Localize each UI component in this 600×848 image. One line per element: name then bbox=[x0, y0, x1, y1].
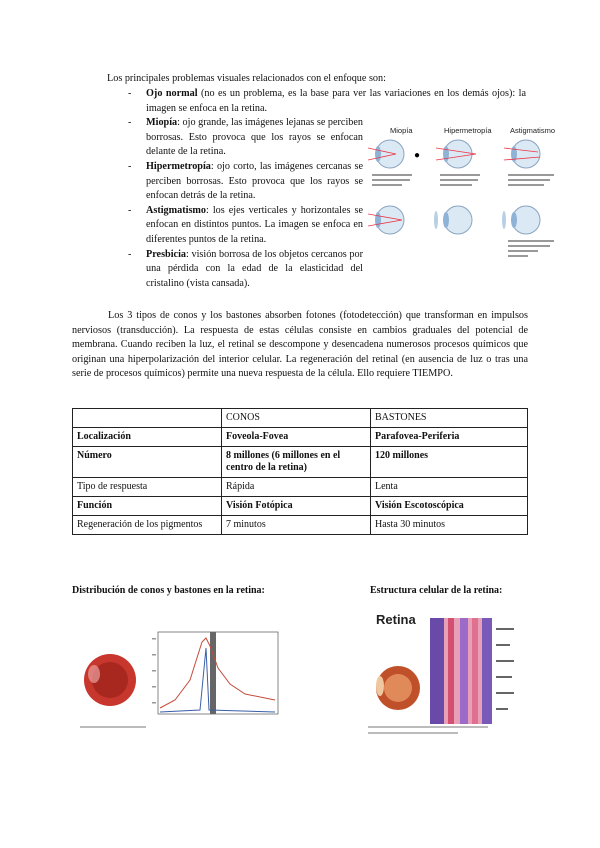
term: Astigmatismo bbox=[146, 204, 206, 216]
eye-illustration bbox=[80, 654, 146, 728]
figure-header-astigmatismo: Astigmatismo bbox=[510, 126, 556, 135]
table-cell: 7 minutos bbox=[222, 516, 371, 535]
term-desc: (no es un problema, es la base para ver las variaciones en los demás ojos): la imagen se enfoca en la retina. bbox=[146, 88, 526, 114]
table-cell: 120 millones bbox=[371, 447, 528, 478]
table-row bbox=[73, 447, 528, 478]
figure-fine-print bbox=[372, 174, 554, 186]
eye-diagram bbox=[504, 140, 540, 168]
blind-spot-bar bbox=[210, 632, 216, 714]
table-cell: Tipo de respuesta bbox=[73, 478, 222, 497]
list-item: - Miopía: ojo grande, las imágenes lejanas se perciben borrosas. Esto provoca que los rayos se enfocan delante de la retina. bbox=[128, 117, 363, 158]
intro-text: Los principales problemas visuales relacionados con el enfoque son: bbox=[107, 73, 386, 84]
retina-structure-figure bbox=[368, 608, 518, 742]
eye-diagram bbox=[434, 206, 472, 234]
table-cell: Número bbox=[73, 447, 222, 478]
figure-header-miopia: Miopía bbox=[390, 126, 413, 135]
table-cell: Función bbox=[73, 497, 222, 516]
list-item: - Hipermetropía: ojo corto, las imágenes cercanas se perciben borrosas. Esto provoca que los rayos se enfocan detrás de la retina. bbox=[128, 160, 363, 202]
table-cell: Lenta bbox=[371, 478, 528, 497]
table-cell: Visión Fotópica bbox=[222, 497, 371, 516]
term-desc: : los ejes verticales y horizontales se enfocan en distintos puntos. La imagen se enfoca en diferentes puntos de la retina. bbox=[146, 204, 363, 245]
table-cell: Localización bbox=[73, 428, 222, 447]
term: Ojo normal bbox=[146, 88, 198, 99]
term-desc: : visión borrosa de los objetos cercanos por una pérdida con la edad de la elasticidad del cristalino (vista cansada). bbox=[146, 248, 363, 289]
structure-caption: Estructura celular de la retina: bbox=[370, 585, 503, 596]
person-icon: ● bbox=[414, 150, 421, 161]
list-item: - Astigmatismo: los ejes verticales y horizontales se enfocan en distintos puntos. La imagen se enfoca en diferentes puntos de la retina. bbox=[128, 204, 363, 245]
table-cell: Parafovea-Periferia bbox=[371, 428, 528, 447]
table-row bbox=[73, 478, 528, 497]
vision-problems-list bbox=[128, 87, 526, 291]
table-row bbox=[73, 516, 528, 535]
term: Hipermetropía bbox=[146, 160, 211, 172]
cones-rods-table bbox=[72, 408, 528, 535]
vision-problems-figure bbox=[368, 124, 584, 272]
table-cell: Foveola-Fovea bbox=[222, 428, 371, 447]
table-header-row bbox=[73, 409, 528, 428]
retina-title: Retina bbox=[376, 612, 416, 627]
table-cell: Rápida bbox=[222, 478, 371, 497]
figure-header-hipermetropia: Hipermetropía bbox=[444, 126, 492, 135]
eye-cross-section bbox=[376, 666, 420, 710]
table-header-cell: BASTONES bbox=[371, 409, 528, 428]
term-desc: : ojo grande, las imágenes lejanas se perciben borrosas. Esto provoca que los rayos se enfocan delante de la retina. bbox=[146, 117, 363, 158]
eye-diagram bbox=[368, 206, 404, 234]
table-cell: Regeneración de los pigmentos bbox=[73, 516, 222, 535]
table-cell: Hasta 30 minutos bbox=[371, 516, 528, 535]
list-item: - Ojo normal (no es un problema, es la base para ver las variaciones en los demás ojos): la imagen se enfoca en la retina. bbox=[128, 88, 526, 114]
eye-diagram bbox=[502, 206, 540, 234]
term-desc: : ojo corto, las imágenes cercanas se perciben borrosas. Esto provoca que los rayos se enfocan detrás de la retina. bbox=[146, 160, 363, 202]
distribution-figure bbox=[80, 628, 280, 732]
photoreceptor-paragraph: Los 3 tipos de conos y los bastones absorben fotones (fotodetección) que transforman en impulsos nerviosos (transducción). La respuesta de estas células consiste en cambios graduales del potencial de membrana. Cuando reciben la luz, el retinal se descompone y desencadena numerosos procesos químicos que originan una hiperpolarización del interior celular. La regeneración del retinal (en ausencia de luz o tras una serie de procesos químicos) permite una nueva respuesta de la célula. Ello requiere TIEMPO. bbox=[72, 310, 528, 380]
table-row bbox=[73, 428, 528, 447]
distribution-caption: Distribución de conos y bastones en la retina: bbox=[72, 585, 265, 596]
table-header-cell bbox=[73, 409, 222, 428]
term: Presbicia bbox=[146, 248, 186, 260]
eye-diagram bbox=[368, 140, 420, 168]
figure-fine-print bbox=[508, 240, 554, 257]
table-cell: Visión Escotoscópica bbox=[371, 497, 528, 516]
table-header-cell: CONOS bbox=[222, 409, 371, 428]
retina-cell-layers bbox=[430, 618, 492, 724]
table-cell: 8 millones (6 millones en el centro de la retina) bbox=[222, 447, 371, 478]
density-chart bbox=[152, 628, 278, 714]
eye-diagram bbox=[436, 140, 476, 168]
table-row bbox=[73, 497, 528, 516]
list-item: - Presbicia: visión borrosa de los objetos cercanos por una pérdida con la edad de la elasticidad del cristalino (vista cansada). bbox=[128, 248, 363, 289]
term: Miopía bbox=[146, 117, 178, 129]
